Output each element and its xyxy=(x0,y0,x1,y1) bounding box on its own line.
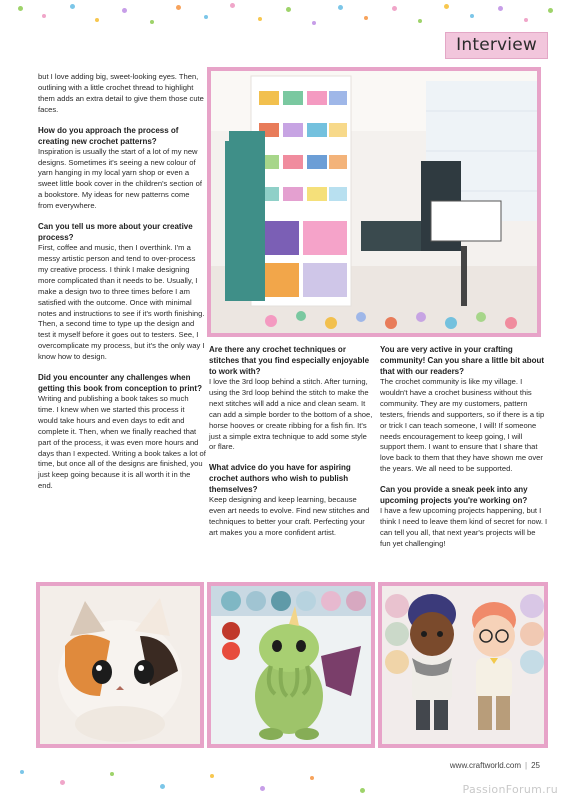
question-heading: Can you tell us more about your creative process? xyxy=(38,222,193,243)
green-dragon-amigurumi-photo xyxy=(207,582,375,748)
dolls-amigurumi-photo xyxy=(378,582,548,748)
page-footer xyxy=(450,761,540,770)
question-heading: Can you provide a sneak peek into any upcoming projects you're working on? xyxy=(380,485,528,506)
craft-room-photo xyxy=(207,67,541,337)
site-url: www.craftworld.com xyxy=(449,761,522,770)
answer-paragraph: I love the 3rd loop behind a stitch. After turning, using the 3rd loop behind the stitch to make the next stitches will add a nice and clean seam. It can add a simple border to the bottom of a shoe, horse hooves or create ribbing for a fish fin. It's just a simple extra technique to add some style or flare. xyxy=(209,377,373,452)
question-heading: How do you approach the process of creating new crochet patterns? xyxy=(38,125,179,146)
section-tag: Interview xyxy=(445,32,548,59)
calico-cat-illustration xyxy=(40,586,200,744)
dolls-illustration xyxy=(382,586,544,744)
question-heading: Did you encounter any challenges when getting this book from conception to print? xyxy=(38,373,202,394)
green-dragon-illustration xyxy=(211,586,371,744)
answer-paragraph: First, coffee and music, then I overthink. I'm a messy artistic person and tend to over-process my creative process. I think I make designing more complicated than it needs to be. Usually, I make a design two to three times before I am satisfied with the outcome. Once with minimal notes and instructions to see if it's worth finishing. Then, a second time to type up the design and test it myself before it goes out to testers. See, I overcomplicate my process, but it's the only way I know how to design. xyxy=(38,243,205,362)
answer-paragraph: Writing and publishing a book takes so much time. I knew when we started this process it would take hours and even days to edit and complete it. Then, when we finally reached that part of the process, it was even more hours and days than I expected. Writing a book takes a lot of time, but once all of the designs are finished, you just keep going because it is all worth it in the end. xyxy=(38,394,206,491)
footer-separator: | xyxy=(525,761,528,770)
question-heading: You are very active in your crafting community! Can you share a little bit about that with our readers? xyxy=(380,345,545,376)
calico-cat-amigurumi-photo xyxy=(36,582,204,748)
column-3 xyxy=(380,344,548,559)
column-2 xyxy=(209,344,375,548)
question-heading: What advice do you have for aspiring crochet authors who wish to publish themselves? xyxy=(209,463,351,495)
answer-paragraph: Inspiration is usually the start of a lot of my new designs. Sometimes it's seeing a new colour of yarn hanging in my local yarn shop or even a sweet little book cover in the children's section of a bookstore. My ideas for new patterns come from everywhere. xyxy=(38,146,202,211)
answer-paragraph: I have a few upcoming projects happening, but I think I need to leave them kind of secret for now. I can tell you all, that next year's projects will be fun yet challenging! xyxy=(380,506,548,548)
intro-paragraph: but I love adding big, sweet-looking eyes. Then, outlining with a little crochet thread to highlight them adds an extra detail to give them those cute faces. xyxy=(38,72,204,114)
watermark: PassionForum.ru xyxy=(462,783,558,796)
answer-paragraph: The crochet community is like my village. I wouldn't have a crochet business without this community. They are my customers, pattern testers, friends and supporters, so if there is a tip or trick I can teach someone, I will! If someone needs encouragement to keep going, I will support them. I want to ensure that I share that love back to them that they have shown me over the years. We all need to be supported. xyxy=(380,377,545,474)
page-number: 25 xyxy=(531,761,540,770)
column-1 xyxy=(38,72,206,501)
question-heading: Are there any crochet techniques or stitches that you find especially enjoyable to work with? xyxy=(209,345,370,376)
craft-room-illustration xyxy=(211,71,537,333)
answer-paragraph: Keep designing and keep learning, because even art needs to evolve. Find new stitches and techniques to better your craft. Perfecting your art makes you a more confident artist. xyxy=(209,495,370,538)
